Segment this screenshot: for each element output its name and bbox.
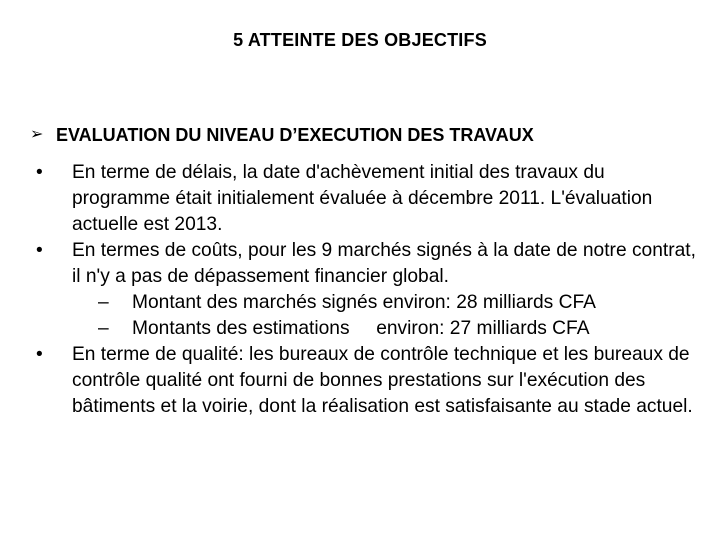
bullet-text: En terme de qualité: les bureaux de contrôle technique et les bureaux de contrôle qualité ont fourni de bonnes prestations sur l'exécution des bâtiments et la voirie, dont la réalisation est satisfaisante au stade actuel.	[72, 344, 693, 417]
bullet-item-couts	[30, 238, 706, 290]
sub-item-montant-marches	[30, 290, 706, 316]
bullet-dot-icon: •	[36, 344, 43, 365]
section-heading-text: EVALUATION DU NIVEAU D’EXECUTION DES TRAVAUX	[56, 125, 534, 145]
dash-bullet-icon: –	[98, 318, 109, 339]
sub-item-text: Montant des marchés signés environ: 28 milliards CFA	[132, 292, 596, 313]
bullet-list	[30, 160, 706, 420]
section-heading	[30, 124, 710, 146]
bullet-dot-icon: •	[36, 162, 43, 183]
dash-bullet-icon: –	[98, 292, 109, 313]
arrow-bullet-icon: ➢	[30, 126, 44, 143]
sub-item-text: Montants des estimations environ: 27 milliards CFA	[132, 318, 590, 339]
slide-title: 5 ATTEINTE DES OBJECTIFS	[233, 30, 487, 50]
bullet-text: En terme de délais, la date d'achèvement initial des travaux du programme était initialement évaluée à décembre 2011. L'évaluation actuelle est 2013.	[72, 162, 653, 235]
sub-item-montant-estimations	[30, 316, 706, 342]
bullet-item-qualite	[30, 342, 706, 420]
bullet-item-delais	[30, 160, 706, 238]
bullet-text: En termes de coûts, pour les 9 marchés signés à la date de notre contrat, il n'y a pas de dépassement financier global.	[72, 240, 696, 287]
bullet-dot-icon: •	[36, 240, 43, 261]
